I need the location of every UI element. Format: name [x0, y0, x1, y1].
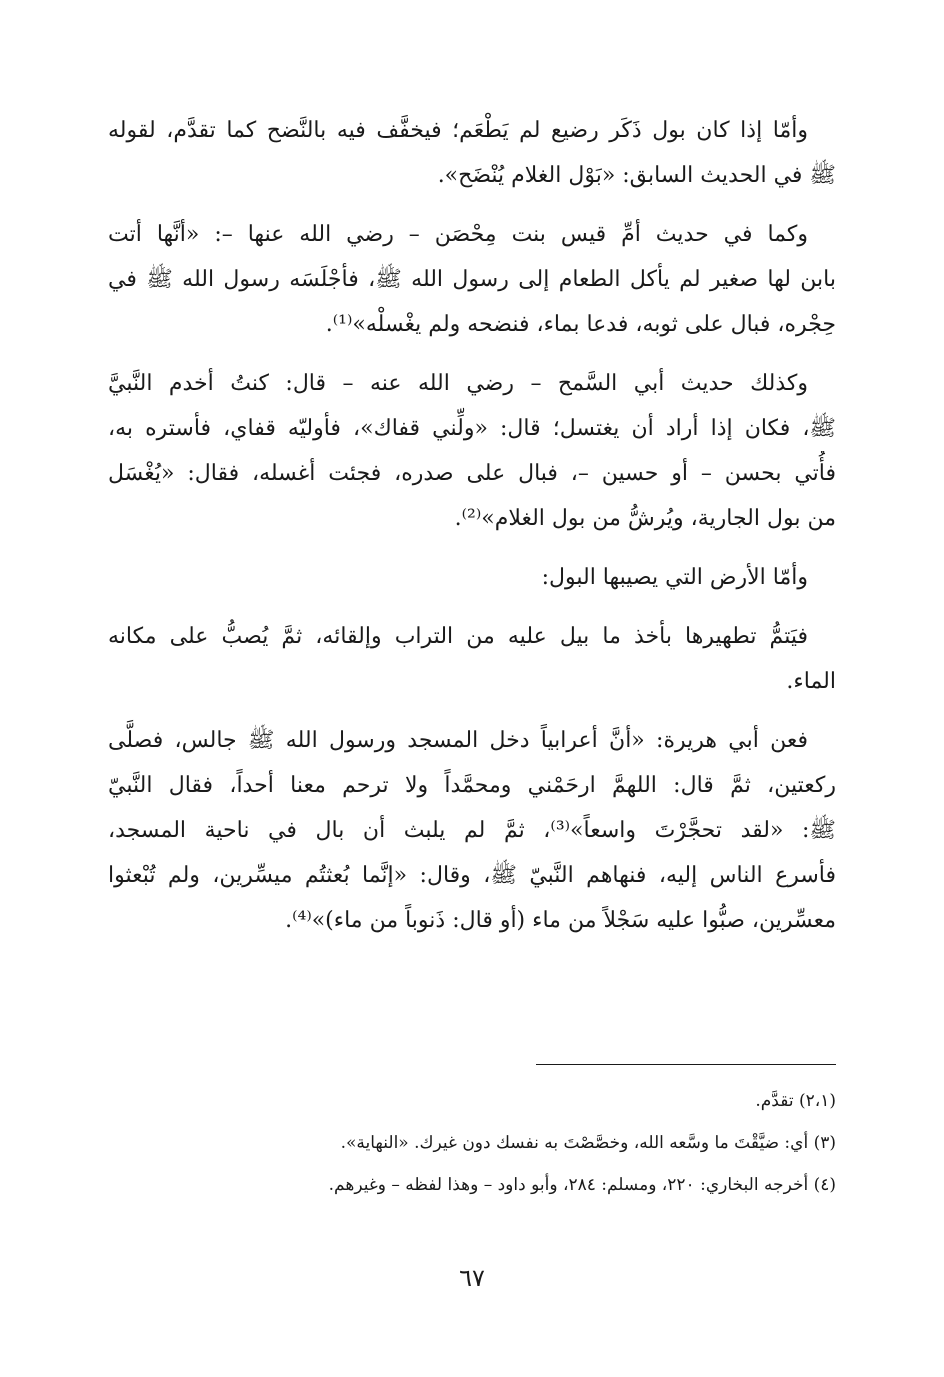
- paragraph: [108, 718, 836, 943]
- text-line: فيَتمُّ تطهيرها بأخذ ما بيل عليه من التراب وإلقائه، ثمَّ يُصبُّ على مكانه: [108, 624, 808, 649]
- paragraph: [108, 108, 836, 198]
- text-line: الماء.: [786, 669, 836, 694]
- text-line: فعن أبي هريرة: «أنَّ أعرابياً دخل المسجد ورسول الله ﷺ جالس، فصلَّى: [108, 728, 808, 753]
- paragraph: [108, 614, 836, 704]
- footnotes: [108, 1080, 836, 1206]
- main-text: [108, 108, 836, 957]
- text-line: وأمّا الأرض التي يصيبها البول:: [541, 565, 808, 590]
- text-line: ﷺ، فكان إذا أراد أن يغتسل؛ قال: «ولِّني قفاك»، فأوليّه قفاي، فأستره به،: [108, 416, 836, 441]
- paragraph: [108, 212, 836, 347]
- text-line: من بول الجارية، ويُرشُّ من بول الغلام»⁽²⁾.: [454, 506, 836, 531]
- text-line: وكذلك حديث أبي السَّمح – رضي الله عنه – قال: كنتُ أخدم النَّبيَّ: [108, 371, 808, 396]
- text-line: بابن لها صغير لم يأكل الطعام إلى رسول الله ﷺ، فأجْلَسَه رسول الله ﷺ في: [108, 267, 836, 292]
- footnote: (٤) أخرجه البخاري: ٢٢٠، ومسلم: ٢٨٤، وأبو داود – وهذا لفظه – وغيرهم.: [328, 1175, 836, 1195]
- paragraph: [108, 361, 836, 541]
- footnote: (٣) أي: ضيَّقْتَ ما وسَّعه الله، وخصَّصْتَ به نفسك دون غيرك. «النهاية».: [340, 1133, 836, 1153]
- text-line: فأسرع الناس إليه، فنهاهم النَّبيّ ﷺ، وقال: «إنَّما بُعثتُم ميسِّرين، ولم تُبْعثوا: [108, 863, 836, 888]
- text-line: وأمّا إذا كان بول ذَكَر رضيع لم يَطْعَم؛ فيخفَّف فيه بالنَّضح كما تقدَّم، لقوله: [108, 118, 808, 143]
- text-line: ﷺ في الحديث السابق: «بَوْل الغلام يُنْضَح».: [437, 163, 836, 188]
- footnote: (٢،١) تقدَّم.: [755, 1091, 836, 1111]
- text-line: ركعتين، ثمَّ قال: اللهمَّ ارحَمْني ومحمَّداً ولا ترحم معنا أحداً، فقال النَّبيّ: [108, 773, 836, 798]
- page-number: ٦٧: [459, 1264, 485, 1292]
- paragraph: [108, 555, 836, 600]
- text-line: وكما في حديث أمِّ قيس بنت مِحْصَن – رضي الله عنها –: «أنَّها أتت: [108, 222, 808, 247]
- text-line: ﷺ: «لقد تحجَّرْتَ واسعاً»⁽³⁾، ثمَّ لم يلبث أن بال في ناحية المسجد،: [108, 818, 836, 843]
- text-line: معسِّرين، صبُّوا عليه سَجْلاً من ماء (أو قال: ذَنوباً من ماء)»⁽⁴⁾.: [285, 908, 836, 933]
- text-line: حِجْره، فبال على ثوبه، فدعا بماء، فنضحه ولم يغْسلْه»⁽¹⁾.: [325, 312, 836, 337]
- text-line: فأُتي بحسن – أو حسين –، فبال على صدره، فجئت أغسله، فقال: «يُغْسَل: [108, 461, 836, 486]
- footnote-separator: [536, 1064, 836, 1065]
